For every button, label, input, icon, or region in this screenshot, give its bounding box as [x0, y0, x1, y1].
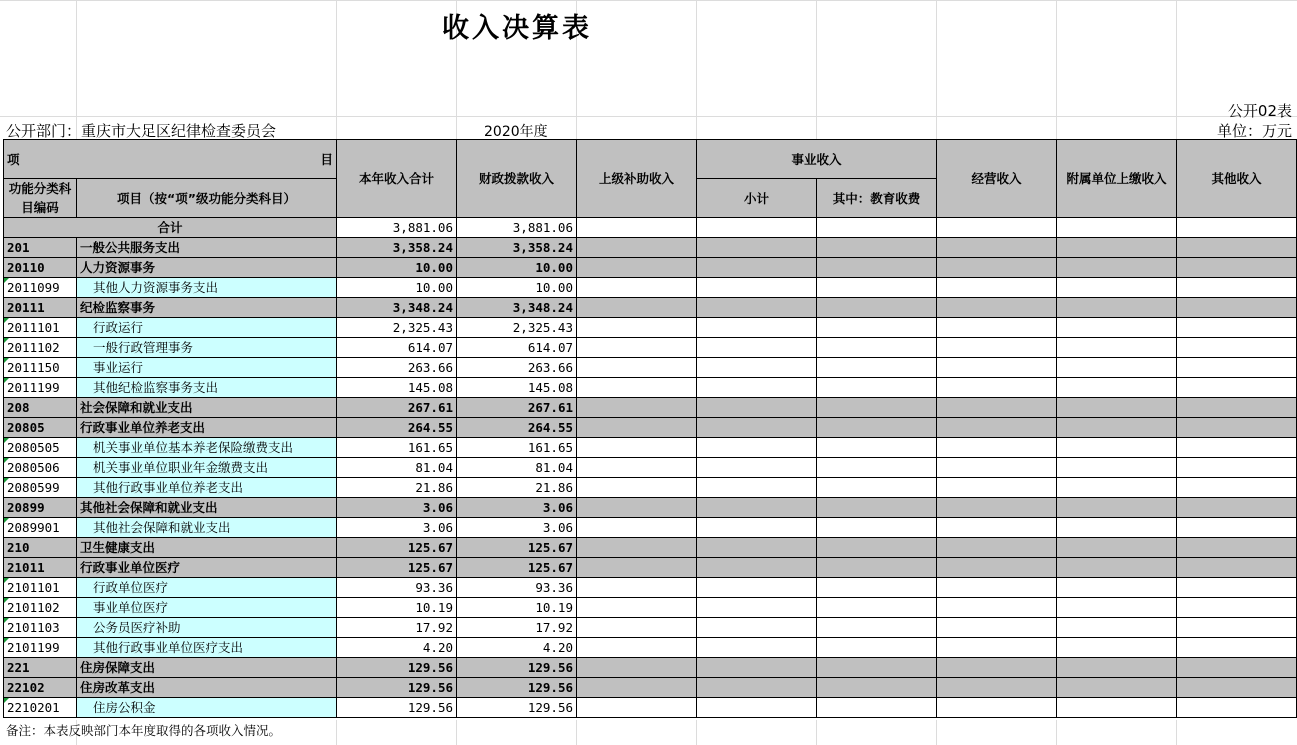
business-subtotal-cell[interactable] — [697, 598, 817, 618]
business-subtotal-cell[interactable] — [697, 478, 817, 498]
table-row — [4, 478, 1297, 498]
affiliated-cell[interactable] — [1057, 258, 1177, 278]
other-cell[interactable] — [1177, 678, 1297, 698]
fiscal-cell[interactable]: 3,881.06 — [457, 218, 577, 238]
edu-fee-cell[interactable] — [817, 238, 937, 258]
total-label-cell[interactable]: 合计 — [4, 218, 337, 238]
table-row — [4, 518, 1297, 538]
affiliated-cell[interactable] — [1057, 398, 1177, 418]
business-subtotal-cell[interactable] — [697, 698, 817, 718]
table-row — [4, 678, 1297, 698]
total-income-cell[interactable]: 125.67 — [337, 558, 457, 578]
code-cell[interactable]: 2011099 — [4, 278, 77, 298]
total-income-cell[interactable]: 2,325.43 — [337, 318, 457, 338]
total-income-cell[interactable]: 3,881.06 — [337, 218, 457, 238]
name-cell[interactable]: 其他行政事业单位养老支出 — [77, 478, 337, 498]
total-income-cell[interactable]: 17.92 — [337, 618, 457, 638]
fiscal-cell[interactable]: 10.00 — [457, 258, 577, 278]
other-cell[interactable] — [1177, 478, 1297, 498]
affiliated-cell[interactable] — [1057, 618, 1177, 638]
name-cell[interactable]: 其他社会保障和就业支出 — [77, 498, 337, 518]
header-subtotal: 小计 — [697, 179, 817, 218]
operating-cell[interactable] — [937, 598, 1057, 618]
name-cell[interactable]: 住房改革支出 — [77, 678, 337, 698]
superior-cell[interactable] — [577, 678, 697, 698]
total-income-cell[interactable]: 125.67 — [337, 538, 457, 558]
other-cell[interactable] — [1177, 658, 1297, 678]
operating-cell[interactable] — [937, 398, 1057, 418]
business-subtotal-cell[interactable] — [697, 498, 817, 518]
header-mu: 目 — [320, 151, 333, 167]
affiliated-cell[interactable] — [1057, 558, 1177, 578]
name-cell[interactable]: 住房保障支出 — [77, 658, 337, 678]
name-cell[interactable]: 纪检监察事务 — [77, 298, 337, 318]
code-cell[interactable]: 2011101 — [4, 318, 77, 338]
operating-cell[interactable] — [937, 558, 1057, 578]
operating-cell[interactable] — [937, 658, 1057, 678]
edu-fee-cell[interactable] — [817, 558, 937, 578]
affiliated-cell[interactable] — [1057, 378, 1177, 398]
business-subtotal-cell[interactable] — [697, 238, 817, 258]
other-cell[interactable] — [1177, 418, 1297, 438]
edu-fee-cell[interactable] — [817, 598, 937, 618]
code-cell[interactable]: 2101101 — [4, 578, 77, 598]
code-cell[interactable]: 21011 — [4, 558, 77, 578]
other-cell[interactable] — [1177, 398, 1297, 418]
name-cell[interactable]: 其他人力资源事务支出 — [77, 278, 337, 298]
name-cell[interactable]: 事业运行 — [77, 358, 337, 378]
table-row — [4, 418, 1297, 438]
fiscal-cell[interactable]: 3,358.24 — [457, 238, 577, 258]
code-cell[interactable]: 2210201 — [4, 698, 77, 718]
other-cell[interactable] — [1177, 518, 1297, 538]
fiscal-cell[interactable]: 129.56 — [457, 658, 577, 678]
operating-cell[interactable] — [937, 298, 1057, 318]
table-row — [4, 278, 1297, 298]
superior-cell[interactable] — [577, 558, 697, 578]
footnote: 备注：本表反映部门本年度取得的各项收入情况。 — [6, 723, 282, 738]
total-income-cell[interactable]: 4.20 — [337, 638, 457, 658]
superior-cell[interactable] — [577, 298, 697, 318]
total-income-cell[interactable]: 129.56 — [337, 658, 457, 678]
affiliated-cell[interactable] — [1057, 238, 1177, 258]
form-number: 公开02表 — [1227, 102, 1292, 120]
other-cell[interactable] — [1177, 558, 1297, 578]
superior-cell[interactable] — [577, 218, 697, 238]
affiliated-cell[interactable] — [1057, 498, 1177, 518]
business-subtotal-cell[interactable] — [697, 358, 817, 378]
total-income-cell[interactable]: 10.00 — [337, 258, 457, 278]
name-cell[interactable]: 一般公共服务支出 — [77, 238, 337, 258]
superior-cell[interactable] — [577, 518, 697, 538]
total-income-cell[interactable]: 267.61 — [337, 398, 457, 418]
total-income-cell[interactable]: 81.04 — [337, 458, 457, 478]
header-total-income: 本年收入合计 — [337, 140, 457, 218]
operating-cell[interactable] — [937, 578, 1057, 598]
business-subtotal-cell[interactable] — [697, 678, 817, 698]
operating-cell[interactable] — [937, 278, 1057, 298]
table-row — [4, 698, 1297, 718]
name-cell[interactable]: 机关事业单位基本养老保险缴费支出 — [77, 438, 337, 458]
superior-cell[interactable] — [577, 618, 697, 638]
name-cell[interactable]: 机关事业单位职业年金缴费支出 — [77, 458, 337, 478]
affiliated-cell[interactable] — [1057, 438, 1177, 458]
code-cell[interactable]: 20111 — [4, 298, 77, 318]
edu-fee-cell[interactable] — [817, 338, 937, 358]
edu-fee-cell[interactable] — [817, 518, 937, 538]
superior-cell[interactable] — [577, 258, 697, 278]
business-subtotal-cell[interactable] — [697, 378, 817, 398]
superior-cell[interactable] — [577, 418, 697, 438]
operating-cell[interactable] — [937, 458, 1057, 478]
total-income-cell[interactable]: 3.06 — [337, 518, 457, 538]
edu-fee-cell[interactable] — [817, 478, 937, 498]
edu-fee-cell[interactable] — [817, 618, 937, 638]
fiscal-cell[interactable]: 17.92 — [457, 618, 577, 638]
total-income-cell[interactable]: 3,348.24 — [337, 298, 457, 318]
table-row — [4, 238, 1297, 258]
business-subtotal-cell[interactable] — [697, 278, 817, 298]
business-subtotal-cell[interactable] — [697, 638, 817, 658]
name-cell[interactable]: 一般行政管理事务 — [77, 338, 337, 358]
table-row — [4, 458, 1297, 478]
fiscal-cell[interactable]: 125.67 — [457, 558, 577, 578]
affiliated-cell[interactable] — [1057, 218, 1177, 238]
affiliated-cell[interactable] — [1057, 698, 1177, 718]
affiliated-cell[interactable] — [1057, 458, 1177, 478]
other-cell[interactable] — [1177, 618, 1297, 638]
affiliated-cell[interactable] — [1057, 298, 1177, 318]
total-income-cell[interactable]: 10.19 — [337, 598, 457, 618]
fiscal-cell[interactable]: 125.67 — [457, 538, 577, 558]
total-income-cell[interactable]: 10.00 — [337, 278, 457, 298]
table-body — [4, 218, 1297, 718]
fiscal-cell[interactable]: 267.61 — [457, 398, 577, 418]
code-cell[interactable]: 2080506 — [4, 458, 77, 478]
edu-fee-cell[interactable] — [817, 458, 937, 478]
operating-cell[interactable] — [937, 218, 1057, 238]
superior-cell[interactable] — [577, 638, 697, 658]
code-cell[interactable]: 2080599 — [4, 478, 77, 498]
table-row — [4, 658, 1297, 678]
business-subtotal-cell[interactable] — [697, 258, 817, 278]
other-cell[interactable] — [1177, 698, 1297, 718]
superior-cell[interactable] — [577, 598, 697, 618]
fiscal-cell[interactable]: 10.00 — [457, 278, 577, 298]
operating-cell[interactable] — [937, 418, 1057, 438]
other-cell[interactable] — [1177, 258, 1297, 278]
name-cell[interactable]: 行政运行 — [77, 318, 337, 338]
edu-fee-cell[interactable] — [817, 678, 937, 698]
affiliated-cell[interactable] — [1057, 518, 1177, 538]
operating-cell[interactable] — [937, 478, 1057, 498]
name-cell[interactable]: 事业单位医疗 — [77, 598, 337, 618]
operating-cell[interactable] — [937, 638, 1057, 658]
operating-cell[interactable] — [937, 358, 1057, 378]
fiscal-cell[interactable]: 81.04 — [457, 458, 577, 478]
edu-fee-cell[interactable] — [817, 258, 937, 278]
affiliated-cell[interactable] — [1057, 678, 1177, 698]
table-row — [4, 538, 1297, 558]
operating-cell[interactable] — [937, 338, 1057, 358]
business-subtotal-cell[interactable] — [697, 418, 817, 438]
table-row — [4, 438, 1297, 458]
table-row — [4, 398, 1297, 418]
fiscal-cell[interactable]: 161.65 — [457, 438, 577, 458]
table-row — [4, 498, 1297, 518]
header-operating: 经营收入 — [937, 140, 1057, 218]
header-name-col: 项目（按“项”级功能分类科目） — [77, 179, 337, 218]
other-cell[interactable] — [1177, 278, 1297, 298]
name-cell[interactable]: 其他行政事业单位医疗支出 — [77, 638, 337, 658]
header-affiliated: 附属单位上缴收入 — [1057, 140, 1177, 218]
superior-cell[interactable] — [577, 238, 697, 258]
operating-cell[interactable] — [937, 618, 1057, 638]
affiliated-cell[interactable] — [1057, 278, 1177, 298]
edu-fee-cell[interactable] — [817, 218, 937, 238]
fiscal-cell[interactable]: 129.56 — [457, 678, 577, 698]
fiscal-cell[interactable]: 3.06 — [457, 498, 577, 518]
business-subtotal-cell[interactable] — [697, 658, 817, 678]
operating-cell[interactable] — [937, 258, 1057, 278]
other-cell[interactable] — [1177, 538, 1297, 558]
edu-fee-cell[interactable] — [817, 398, 937, 418]
code-cell[interactable]: 20110 — [4, 258, 77, 278]
income-table — [3, 139, 1297, 718]
business-subtotal-cell[interactable] — [697, 458, 817, 478]
edu-fee-cell[interactable] — [817, 298, 937, 318]
fiscal-cell[interactable]: 614.07 — [457, 338, 577, 358]
business-subtotal-cell[interactable] — [697, 618, 817, 638]
table-row — [4, 298, 1297, 318]
other-cell[interactable] — [1177, 298, 1297, 318]
affiliated-cell[interactable] — [1057, 418, 1177, 438]
affiliated-cell[interactable] — [1057, 318, 1177, 338]
code-cell[interactable]: 20899 — [4, 498, 77, 518]
other-cell[interactable] — [1177, 378, 1297, 398]
affiliated-cell[interactable] — [1057, 598, 1177, 618]
fiscal-cell[interactable]: 21.86 — [457, 478, 577, 498]
name-cell[interactable]: 行政事业单位医疗 — [77, 558, 337, 578]
other-cell[interactable] — [1177, 578, 1297, 598]
fiscal-cell[interactable]: 3,348.24 — [457, 298, 577, 318]
edu-fee-cell[interactable] — [817, 418, 937, 438]
superior-cell[interactable] — [577, 498, 697, 518]
superior-cell[interactable] — [577, 318, 697, 338]
business-subtotal-cell[interactable] — [697, 558, 817, 578]
edu-fee-cell[interactable] — [817, 378, 937, 398]
fiscal-cell[interactable]: 10.19 — [457, 598, 577, 618]
edu-fee-cell[interactable] — [817, 538, 937, 558]
header-superior: 上级补助收入 — [577, 140, 697, 218]
other-cell[interactable] — [1177, 238, 1297, 258]
fiscal-cell[interactable]: 264.55 — [457, 418, 577, 438]
table-row — [4, 358, 1297, 378]
name-cell[interactable]: 其他社会保障和就业支出 — [77, 518, 337, 538]
other-cell[interactable] — [1177, 218, 1297, 238]
superior-cell[interactable] — [577, 358, 697, 378]
total-income-cell[interactable]: 93.36 — [337, 578, 457, 598]
operating-cell[interactable] — [937, 238, 1057, 258]
name-cell[interactable]: 行政单位医疗 — [77, 578, 337, 598]
fiscal-cell[interactable]: 4.20 — [457, 638, 577, 658]
code-cell[interactable]: 2101103 — [4, 618, 77, 638]
business-subtotal-cell[interactable] — [697, 298, 817, 318]
operating-cell[interactable] — [937, 318, 1057, 338]
code-cell[interactable]: 2089901 — [4, 518, 77, 538]
business-subtotal-cell[interactable] — [697, 398, 817, 418]
page-title: 收入决算表 — [442, 13, 592, 44]
edu-fee-cell[interactable] — [817, 658, 937, 678]
total-income-cell[interactable]: 129.56 — [337, 698, 457, 718]
code-cell[interactable]: 208 — [4, 398, 77, 418]
fiscal-year: 2020年度 — [484, 124, 548, 140]
affiliated-cell[interactable] — [1057, 638, 1177, 658]
header-other: 其他收入 — [1177, 140, 1297, 218]
code-cell[interactable]: 2011102 — [4, 338, 77, 358]
header-xiang-mu — [4, 140, 337, 179]
total-income-cell[interactable]: 21.86 — [337, 478, 457, 498]
operating-cell[interactable] — [937, 678, 1057, 698]
code-cell[interactable]: 2080505 — [4, 438, 77, 458]
total-income-cell[interactable]: 614.07 — [337, 338, 457, 358]
other-cell[interactable] — [1177, 598, 1297, 618]
table-row — [4, 318, 1297, 338]
table-row — [4, 618, 1297, 638]
superior-cell[interactable] — [577, 398, 697, 418]
name-cell[interactable]: 住房公积金 — [77, 698, 337, 718]
superior-cell[interactable] — [577, 478, 697, 498]
code-cell[interactable]: 210 — [4, 538, 77, 558]
affiliated-cell[interactable] — [1057, 338, 1177, 358]
other-cell[interactable] — [1177, 338, 1297, 358]
superior-cell[interactable] — [577, 538, 697, 558]
other-cell[interactable] — [1177, 318, 1297, 338]
fiscal-cell[interactable]: 129.56 — [457, 698, 577, 718]
fiscal-cell[interactable]: 3.06 — [457, 518, 577, 538]
edu-fee-cell[interactable] — [817, 638, 937, 658]
code-cell[interactable]: 201 — [4, 238, 77, 258]
code-cell[interactable]: 22102 — [4, 678, 77, 698]
total-income-cell[interactable]: 145.08 — [337, 378, 457, 398]
table-row — [4, 598, 1297, 618]
edu-fee-cell[interactable] — [817, 358, 937, 378]
business-subtotal-cell[interactable] — [697, 518, 817, 538]
operating-cell[interactable] — [937, 518, 1057, 538]
code-cell[interactable]: 221 — [4, 658, 77, 678]
other-cell[interactable] — [1177, 438, 1297, 458]
total-income-cell[interactable]: 129.56 — [337, 678, 457, 698]
table-row — [4, 338, 1297, 358]
code-cell[interactable]: 2011150 — [4, 358, 77, 378]
business-subtotal-cell[interactable] — [697, 218, 817, 238]
superior-cell[interactable] — [577, 458, 697, 478]
edu-fee-cell[interactable] — [817, 318, 937, 338]
header-business: 事业收入 — [697, 140, 937, 179]
superior-cell[interactable] — [577, 338, 697, 358]
name-cell[interactable]: 公务员医疗补助 — [77, 618, 337, 638]
total-income-cell[interactable]: 3,358.24 — [337, 238, 457, 258]
business-subtotal-cell[interactable] — [697, 438, 817, 458]
superior-cell[interactable] — [577, 658, 697, 678]
operating-cell[interactable] — [937, 438, 1057, 458]
fiscal-cell[interactable]: 2,325.43 — [457, 318, 577, 338]
affiliated-cell[interactable] — [1057, 578, 1177, 598]
code-cell[interactable]: 2011199 — [4, 378, 77, 398]
other-cell[interactable] — [1177, 498, 1297, 518]
affiliated-cell[interactable] — [1057, 358, 1177, 378]
superior-cell[interactable] — [577, 698, 697, 718]
fiscal-cell[interactable]: 93.36 — [457, 578, 577, 598]
table-row — [4, 638, 1297, 658]
other-cell[interactable] — [1177, 358, 1297, 378]
total-income-cell[interactable]: 264.55 — [337, 418, 457, 438]
business-subtotal-cell[interactable] — [697, 538, 817, 558]
edu-fee-cell[interactable] — [817, 698, 937, 718]
fiscal-cell[interactable]: 145.08 — [457, 378, 577, 398]
table-row — [4, 378, 1297, 398]
superior-cell[interactable] — [577, 278, 697, 298]
other-cell[interactable] — [1177, 458, 1297, 478]
table-row — [4, 578, 1297, 598]
header-fiscal: 财政拨款收入 — [457, 140, 577, 218]
fiscal-cell[interactable]: 263.66 — [457, 358, 577, 378]
total-income-cell[interactable]: 3.06 — [337, 498, 457, 518]
business-subtotal-cell[interactable] — [697, 318, 817, 338]
edu-fee-cell[interactable] — [817, 578, 937, 598]
affiliated-cell[interactable] — [1057, 538, 1177, 558]
edu-fee-cell[interactable] — [817, 498, 937, 518]
name-cell[interactable]: 人力资源事务 — [77, 258, 337, 278]
affiliated-cell[interactable] — [1057, 478, 1177, 498]
edu-fee-cell[interactable] — [817, 278, 937, 298]
edu-fee-cell[interactable] — [817, 438, 937, 458]
header-code-col: 功能分类科目编码 — [4, 179, 77, 218]
department-label: 公开部门：重庆市大足区纪律检查委员会 — [6, 122, 277, 140]
table-row — [4, 218, 1297, 238]
total-income-cell[interactable]: 161.65 — [337, 438, 457, 458]
operating-cell[interactable] — [937, 378, 1057, 398]
name-cell[interactable]: 社会保障和就业支出 — [77, 398, 337, 418]
other-cell[interactable] — [1177, 638, 1297, 658]
name-cell[interactable]: 卫生健康支出 — [77, 538, 337, 558]
code-cell[interactable]: 2101102 — [4, 598, 77, 618]
header-xiang: 项 — [7, 151, 20, 167]
unit-label: 单位：万元 — [1216, 122, 1292, 140]
name-cell[interactable]: 行政事业单位养老支出 — [77, 418, 337, 438]
superior-cell[interactable] — [577, 578, 697, 598]
code-cell[interactable]: 20805 — [4, 418, 77, 438]
name-cell[interactable]: 其他纪检监察事务支出 — [77, 378, 337, 398]
header-edu-fee: 其中：教育收费 — [817, 179, 937, 218]
operating-cell[interactable] — [937, 538, 1057, 558]
superior-cell[interactable] — [577, 378, 697, 398]
business-subtotal-cell[interactable] — [697, 338, 817, 358]
operating-cell[interactable] — [937, 498, 1057, 518]
code-cell[interactable]: 2101199 — [4, 638, 77, 658]
affiliated-cell[interactable] — [1057, 658, 1177, 678]
superior-cell[interactable] — [577, 438, 697, 458]
total-income-cell[interactable]: 263.66 — [337, 358, 457, 378]
business-subtotal-cell[interactable] — [697, 578, 817, 598]
table-row — [4, 258, 1297, 278]
table-row — [4, 558, 1297, 578]
operating-cell[interactable] — [937, 698, 1057, 718]
